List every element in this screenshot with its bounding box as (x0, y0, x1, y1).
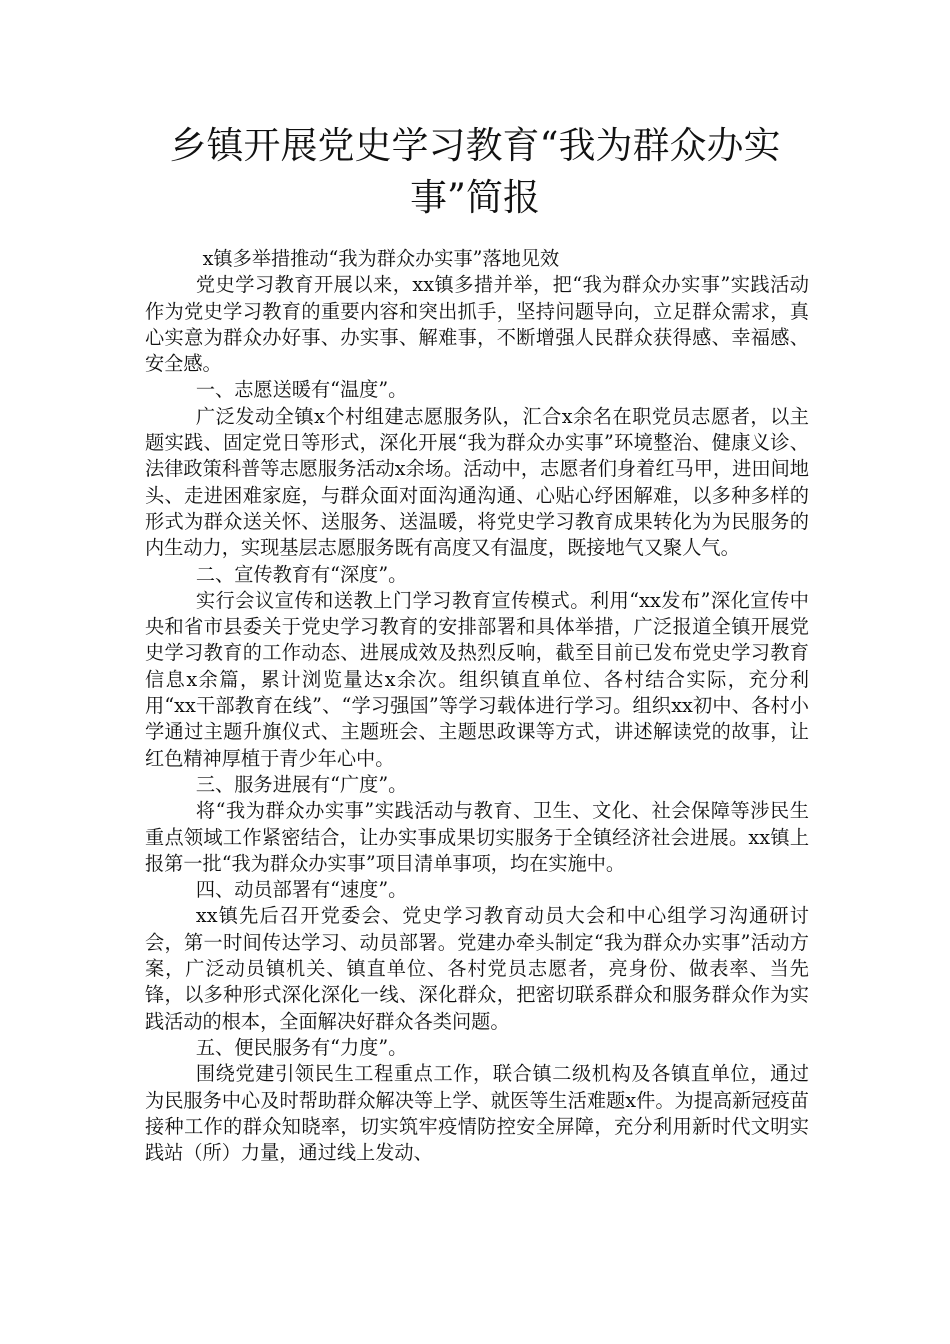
section-heading-5: 五、便民服务有“力度”。 (195, 1035, 408, 1059)
section-paragraph-2: 实行会议宣传和送教上门学习教育宣传模式。利用“xx发布”深化宣传中央和省市县委关于党史学习教育的安排部署和具体举措，广泛报道全镇开展党史学习教育的工作动态、进展成效及热烈反响，截至目前已发布党史学习教育信息x余篇，累计浏览量达x余次。组织镇直单位、各村结合实际，充分利用“xx干部教育在线”、“学习强国”等学习载体进行学习。组织xx初中、各村小学通过主题升旗仪式、主题班会、主题思政课等方式，讲述解读党的故事，让红色精神厚植于青少年心中。 (145, 588, 809, 770)
intro-paragraph: 党史学习教育开展以来，xx镇多措并举，把“我为群众办实事”实践活动作为党史学习教育的重要内容和突出抓手，坚持问题导向，立足群众需求，真心实意为群众办好事、办实事、解难事，不断增强人民群众获得感、幸福感、安全感。 (145, 273, 809, 376)
document-title (150, 120, 800, 224)
section-paragraph-1: 广泛发动全镇x个村组建志愿服务队，汇合x余名在职党员志愿者，以主题实践、固定党日等形式，深化开展“我为群众办实事”环境整治、健康义诊、法律政策科普等志愿服务活动x余场。活动中，志愿者们身着红马甲，进田间地头、走进困难家庭，与群众面对面沟通沟通、心贴心纾困解难，以多种多样的形式为群众送关怀、送服务、送温暖，将党史学习教育成果转化为为民服务的内生动力，实现基层志愿服务既有高度又有温度，既接地气又聚人气。 (145, 404, 809, 560)
title-line-1: 乡镇开展党史学习教育“我为群众办实 (169, 124, 781, 167)
section-heading-2: 二、宣传教育有“深度”。 (195, 562, 408, 586)
section-paragraph-5: 围绕党建引领民生工程重点工作，联合镇二级机构及各镇直单位，通过为民服务中心及时帮助群众解决等上学、就医等生活难题x件。为提高新冠疫苗接种工作的群众知晓率，切实筑牢疫情防控安全屏障，充分利用新时代文明实践站（所）力量，通过线上发动、 (145, 1062, 809, 1165)
section-heading-3: 三、服务进展有“广度”。 (195, 772, 408, 796)
section-paragraph-4: xx镇先后召开党委会、党史学习教育动员大会和中心组学习沟通研讨会，第一时间传达学习、动员部署。党建办牵头制定“我为群众办实事”活动方案，广泛动员镇机关、镇直单位、各村党员志愿者，亮身份、做表率、当先锋，以多种形式深化深化一线、深化群众，把密切联系群众和服务群众作为实践活动的根本，全面解决好群众各类问题。 (145, 904, 809, 1033)
subtitle-paragraph: x镇多举措推动“我为群众办实事”落地见效 (202, 247, 560, 270)
document-body (145, 246, 809, 1166)
section-paragraph-3: 将“我为群众办实事”实践活动与教育、卫生、文化、社会保障等涉民生重点领域工作紧密结合，让办实事成果切实服务于全镇经济社会进展。xx镇上报第一批“我为群众办实事”项目清单事项，均在实施中。 (145, 799, 809, 875)
section-heading-4: 四、动员部署有“速度”。 (195, 878, 408, 902)
title-line-2: 事”简报 (410, 176, 540, 219)
section-heading-1: 一、志愿送暖有“温度”。 (195, 378, 408, 402)
